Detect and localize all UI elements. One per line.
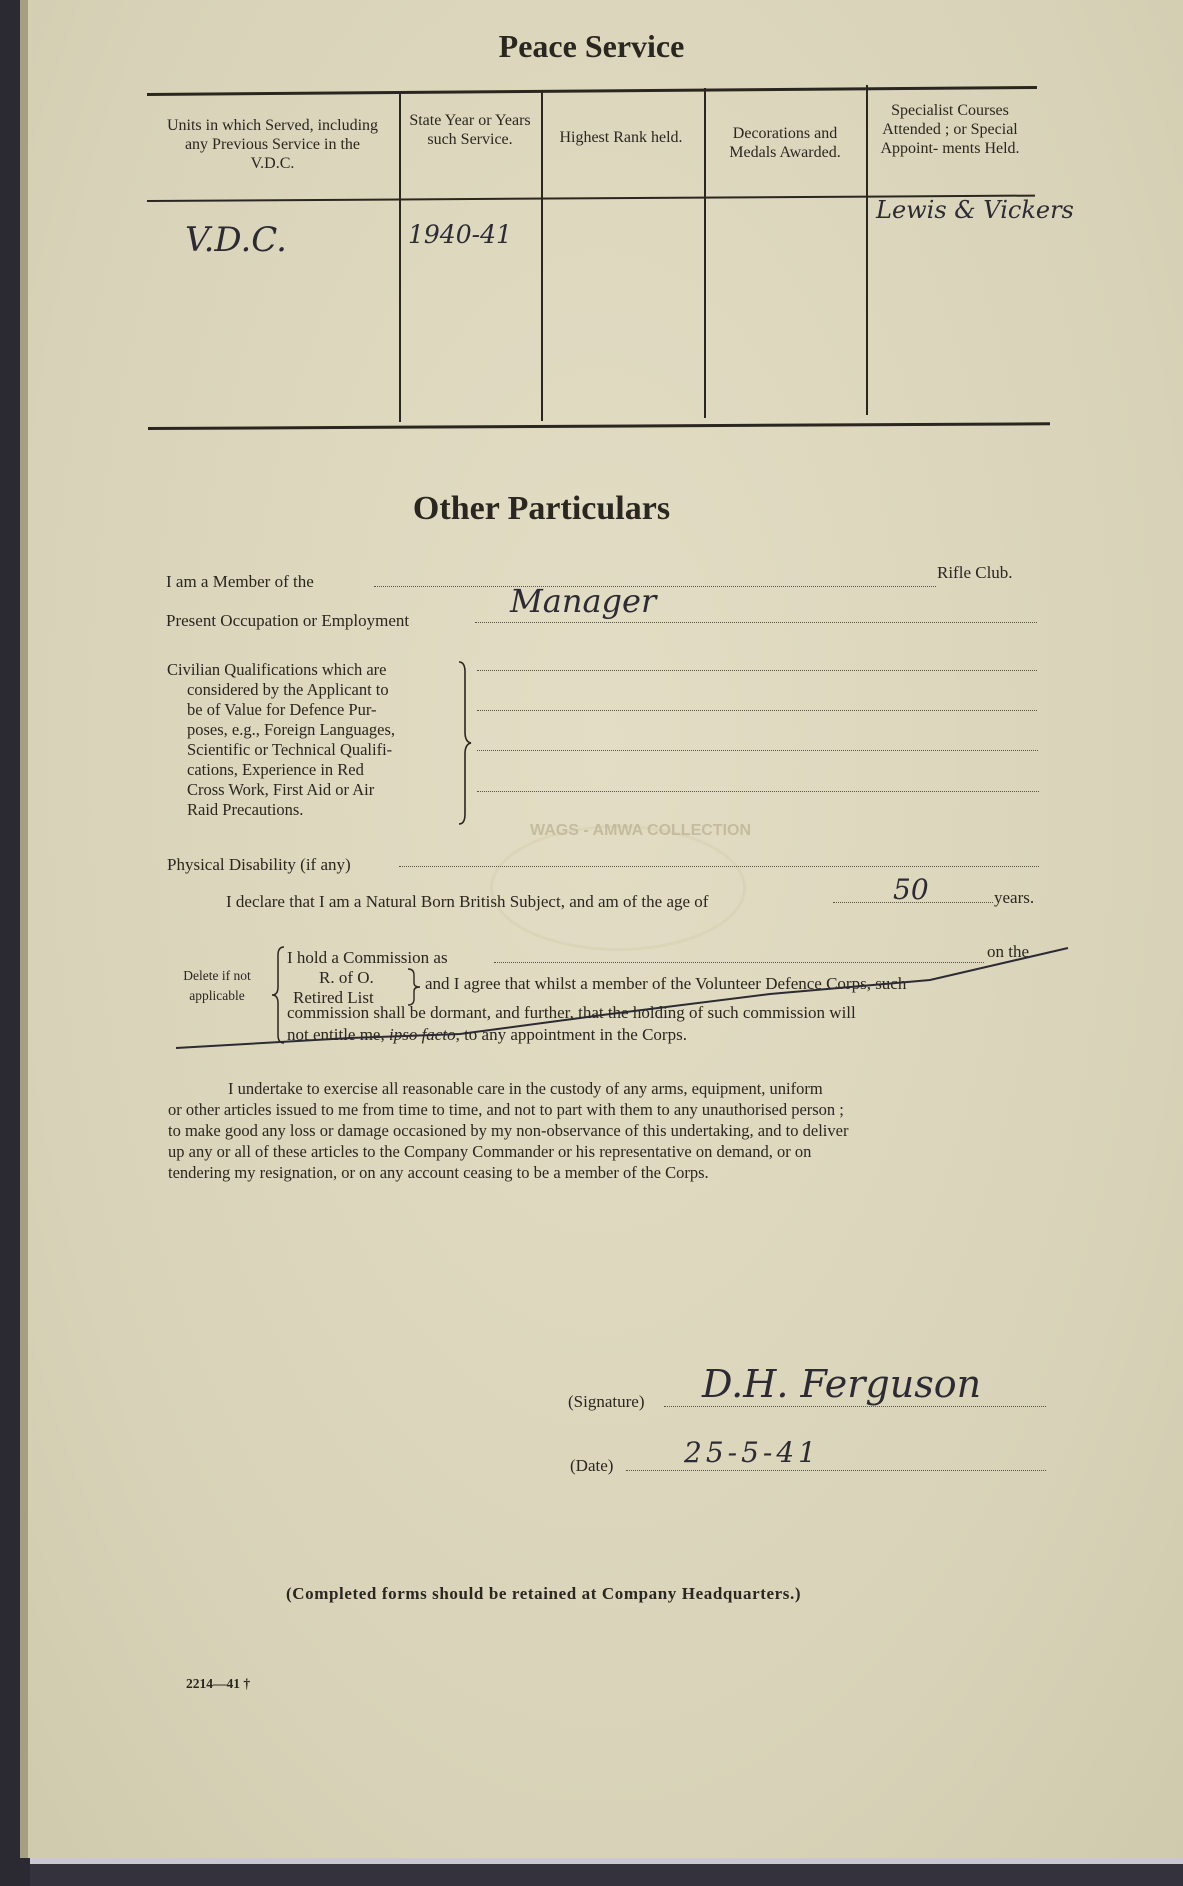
page-edge-shadow bbox=[20, 0, 28, 1858]
signature-value: D.H. Ferguson bbox=[702, 1362, 982, 1406]
civilian-field-1 bbox=[477, 670, 1037, 671]
table-col-divider-2 bbox=[541, 91, 543, 421]
rifle-club-label: I am a Member of the bbox=[166, 572, 314, 591]
collection-watermark-seal bbox=[490, 825, 746, 951]
signature-label: (Signature) bbox=[568, 1392, 645, 1411]
age-value: 50 bbox=[893, 873, 929, 906]
collection-watermark-text: WAGS - AMWA COLLECTION bbox=[530, 822, 752, 839]
occupation-value: Manager bbox=[510, 582, 657, 620]
civilian-field-2 bbox=[477, 710, 1037, 711]
declaration-text: I declare that I am a Natural Born British Subject, and am of the age of bbox=[226, 892, 709, 911]
date-field bbox=[626, 1470, 1046, 1471]
undertaking-line-2: or other articles issued to me from time to time, and not to part with them to any unauthorised person ; bbox=[168, 1100, 844, 1119]
entry-years: 1940-41 bbox=[408, 220, 512, 249]
civilian-field-4 bbox=[477, 791, 1039, 792]
disability-field bbox=[399, 866, 1039, 867]
civilian-brace bbox=[455, 660, 475, 826]
entry-courses: Lewis & Vickers bbox=[876, 196, 1074, 224]
undertaking-line-1: I undertake to exercise all reasonable care in the custody of any arms, equipment, uniform bbox=[228, 1079, 823, 1098]
col-header-years: State Year or Years such Service. bbox=[409, 112, 531, 148]
rofo-label: R. of O. bbox=[319, 968, 374, 987]
commission-strikethrough bbox=[170, 940, 1070, 1050]
undertaking-line-4: up any or all of these articles to the Company Commander or his representative on demand, or on bbox=[168, 1142, 812, 1161]
form-number: 2214—41 † bbox=[186, 1676, 251, 1691]
date-label: (Date) bbox=[570, 1456, 614, 1475]
col-header-decorations: Decorations and Medals Awarded. bbox=[729, 125, 841, 161]
date-value: 25-5-41 bbox=[684, 1436, 820, 1469]
commission-line-1-end: on the bbox=[987, 942, 1030, 961]
delete-if-not-applicable: Delete if not applicable bbox=[183, 968, 251, 1003]
commission-line-2: and I agree that whilst a member of the Volunteer Defence Corps, such bbox=[425, 974, 907, 993]
table-col-divider-3 bbox=[704, 88, 706, 418]
commission-line-4-a: not entitle me, bbox=[287, 1025, 385, 1044]
disability-label: Physical Disability (if any) bbox=[167, 855, 351, 874]
civilian-field-3 bbox=[477, 750, 1038, 751]
col-header-rank: Highest Rank held. bbox=[559, 129, 683, 146]
undertaking-line-3: to make good any loss or damage occasioned by my non-observance of this undertaking, and to deliver bbox=[168, 1121, 849, 1140]
col-header-units: Units in which Served, including any Previous Service in the V.D.C. bbox=[166, 117, 379, 172]
commission-line-1: I hold a Commission as bbox=[287, 948, 448, 967]
commission-line-3: commission shall be dormant, and further, that the holding of such commission will bbox=[287, 1003, 856, 1022]
footer-note: (Completed forms should be retained at Company Headquarters.) bbox=[286, 1584, 802, 1603]
undertaking-line-5: tendering my resignation, or on any account ceasing to be a member of the Corps. bbox=[168, 1163, 709, 1182]
entry-units: V.D.C. bbox=[185, 220, 287, 260]
declaration-suffix: years. bbox=[994, 888, 1035, 907]
commission-line-4-c: , to any appointment in the Corps. bbox=[455, 1025, 687, 1044]
col-header-courses: Specialist Courses Attended ; or Special Appoint- ments Held. bbox=[880, 102, 1020, 157]
other-particulars-title: Other Particulars bbox=[412, 490, 671, 527]
rifle-club-suffix: Rifle Club. bbox=[937, 563, 1013, 582]
signature-field bbox=[664, 1406, 1046, 1407]
undertaking-paragraph bbox=[168, 1078, 1046, 1183]
retired-list-label: Retired List bbox=[293, 988, 374, 1007]
peace-service-title: Peace Service bbox=[498, 28, 685, 64]
scan-background-light-strip bbox=[30, 1858, 1183, 1864]
civilian-qualifications-label: Civilian Qualifications which are considered by the Applicant to be of Value for Defence Pur- poses, e.g., Foreign Languages, Scientific or Technical Qualifi- cations, Experience in Red Cross Work, First Aid or Air Raid Precautions. bbox=[167, 660, 396, 819]
commission-line-4-italic: ipso facto bbox=[388, 1025, 456, 1044]
occupation-label: Present Occupation or Employment bbox=[166, 611, 410, 630]
table-col-divider-1 bbox=[399, 92, 401, 422]
occupation-field bbox=[475, 622, 1037, 623]
table-col-divider-4 bbox=[866, 85, 868, 415]
